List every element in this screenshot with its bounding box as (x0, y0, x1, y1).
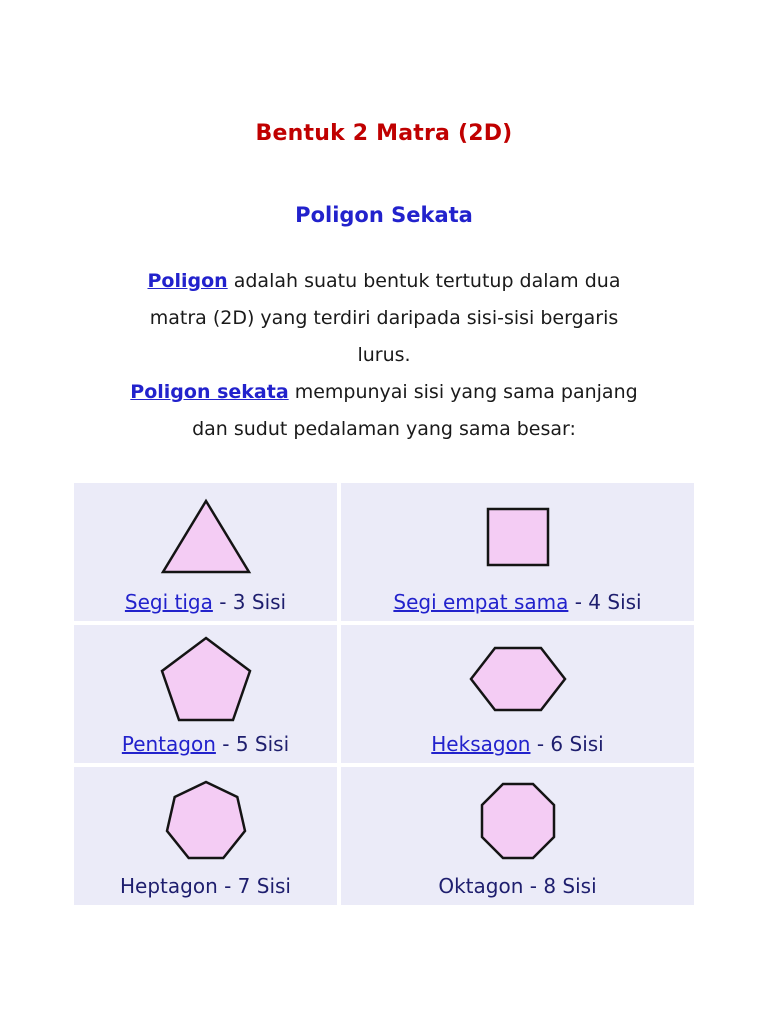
shape-label (122, 732, 289, 763)
paragraph-text: mempunyai sisi yang sama panjang (288, 381, 638, 403)
sides-count: - 6 Sisi (530, 732, 604, 756)
paragraph-line: lurus. (357, 344, 411, 366)
oktagon-label: Oktagon (438, 874, 524, 898)
segi-empat-sama-link[interactable]: Segi empat sama (393, 590, 569, 614)
octagon-shape (480, 782, 556, 860)
paragraph-line: dan sudut pedalaman yang sama besar: (192, 418, 576, 440)
hexagon-shape (468, 645, 568, 713)
table-cell-oktagon (341, 767, 694, 905)
page-subtitle: Poligon Sekata (295, 203, 473, 227)
table-cell-heksagon (341, 625, 694, 763)
paragraph-line (84, 263, 684, 300)
segi-tiga-link[interactable]: Segi tiga (124, 590, 213, 614)
poligon-link[interactable]: Poligon (147, 270, 228, 292)
page-title: Bentuk 2 Matra (2D) (255, 121, 513, 146)
poligon-sekata-link[interactable]: Poligon sekata (130, 381, 289, 403)
sides-count: - 4 Sisi (568, 590, 642, 614)
heptagon-label: Heptagon (120, 874, 218, 898)
sides-count: - 8 Sisi (523, 874, 597, 898)
shape-label (438, 874, 596, 905)
table-row (74, 625, 694, 763)
shape-label (125, 590, 286, 621)
pentagon-link[interactable]: Pentagon (121, 732, 216, 756)
sides-count: - 5 Sisi (215, 732, 290, 756)
paragraph-poligon (84, 263, 684, 374)
paragraph-line (84, 374, 684, 411)
table-cell-pentagon (74, 625, 337, 763)
heptagon-shape (164, 780, 248, 861)
paragraph-line: matra (2D) yang terdiri daripada sisi-sisi bergaris (149, 307, 619, 329)
polygon-table (70, 479, 698, 909)
paragraph-poligon-sekata (84, 374, 684, 448)
shape-label (393, 590, 641, 621)
table-cell-segi-empat (341, 483, 694, 621)
square-shape (485, 506, 551, 568)
sides-count: - 7 Sisi (217, 874, 291, 898)
table-row (74, 767, 694, 905)
heksagon-link[interactable]: Heksagon (431, 732, 531, 756)
shape-label (431, 732, 603, 763)
table-cell-heptagon (74, 767, 337, 905)
table-row (74, 483, 694, 621)
table-cell-segi-tiga (74, 483, 337, 621)
triangle-shape (160, 498, 252, 575)
pentagon-shape (158, 634, 254, 724)
shape-label (120, 874, 291, 905)
paragraph-text: adalah suatu bentuk tertutup dalam dua (227, 270, 621, 292)
sides-count: - 3 Sisi (212, 590, 287, 614)
